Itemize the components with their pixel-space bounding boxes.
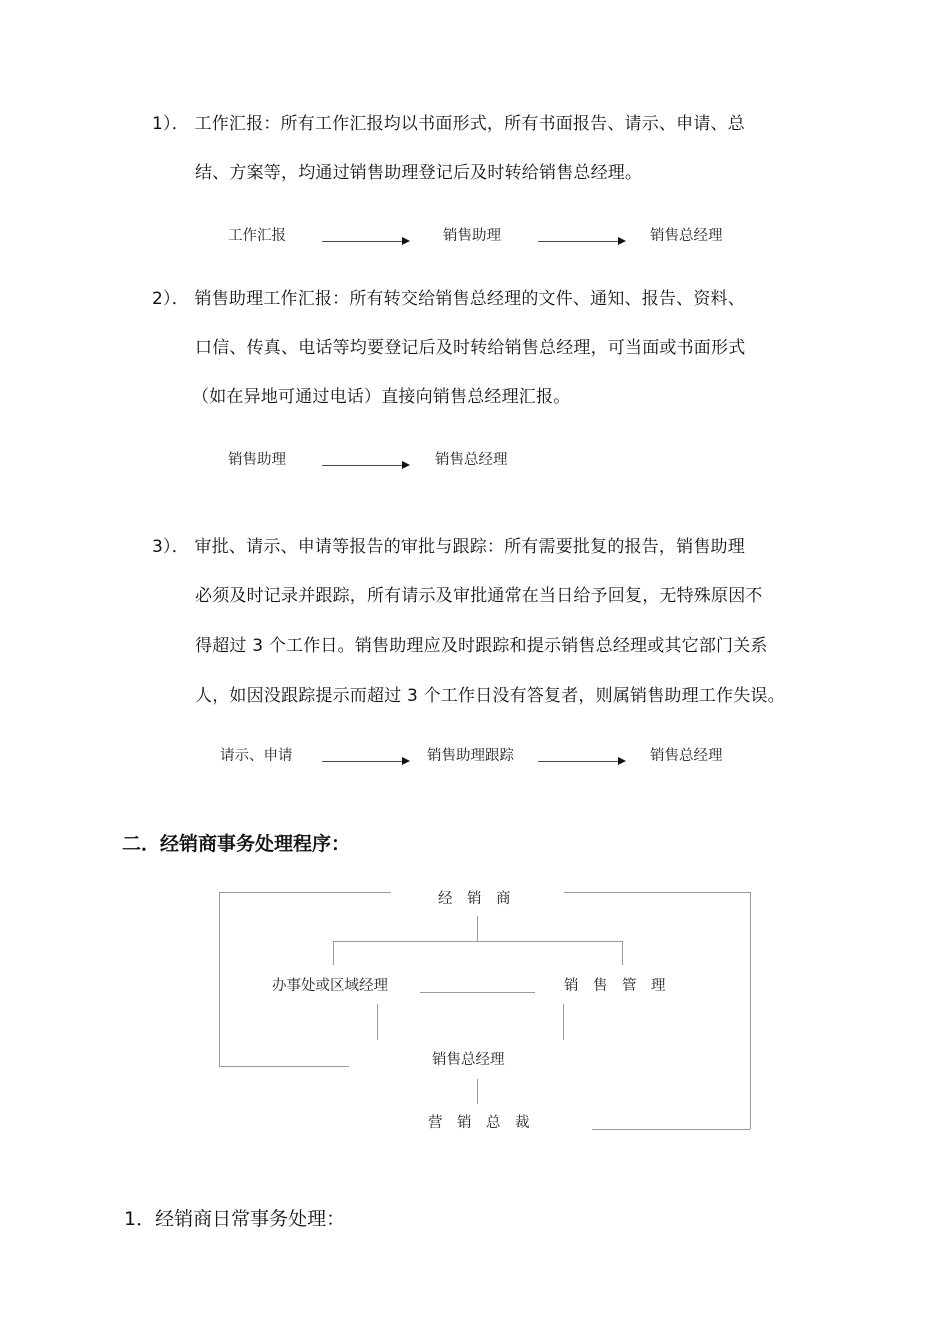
flow2-arrow-1 [322,465,408,466]
org-line-top-right [564,892,750,893]
org-node-regional: 办事处或区域经理 [272,978,388,994]
org-line-top-left [219,892,391,893]
org-line-gm-down [477,1079,478,1104]
item1-line2: 结、方案等，均通过销售助理登记后及时转给销售总经理。 [195,163,643,183]
org-node-president: 营 销 总 裁 [428,1115,530,1131]
org-line-right-bottom [592,1129,750,1130]
flow1-node-3: 销售总经理 [650,228,723,244]
org-node-sales-mgmt: 销 售 管 理 [564,978,666,994]
org-line-branch-left [333,941,334,965]
flow1-arrow-1 [322,241,408,242]
item3-line4: 人，如因没跟踪提示而超过 3 个工作日没有答复者，则属销售助理工作失误。 [195,686,785,706]
flow1-node-1: 工作汇报 [228,228,286,244]
item3-line3: 得超过 3 个工作日。销售助理应及时跟踪和提示销售总经理或其它部门关系 [195,636,768,656]
section2-heading: 二．经销商事务处理程序： [122,833,351,855]
org-line-branch-right [622,941,623,965]
flow3-node-3: 销售总经理 [650,748,723,764]
org-line-right-down [563,1004,564,1040]
org-node-gm: 销售总经理 [432,1052,505,1068]
org-node-dealer: 经 销 商 [438,891,511,907]
flow3-node-2: 销售助理跟踪 [427,748,514,764]
item3-line2: 必须及时记录并跟踪，所有请示及审批通常在当日给予回复，无特殊原因不 [195,586,763,606]
flow1-node-2: 销售助理 [443,228,501,244]
item2-line2: 口信、传真、电话等均要登记后及时转给销售总经理，可当面或书面形式 [195,338,746,358]
flow3-arrow-1 [322,761,408,762]
item1-line1: 1）． 工作汇报：所有工作汇报均以书面形式，所有书面报告、请示、申请、总 [152,114,745,134]
flow3-node-1: 请示、申请 [220,748,293,764]
org-line-branch [333,941,622,942]
org-line-right-outer [750,892,751,1129]
org-line-left-down [377,1004,378,1040]
item2-line1: 2）． 销售助理工作汇报：所有转交给销售总经理的文件、通知、报告、资料、 [152,289,745,309]
flow3-arrow-2 [538,761,624,762]
section2-subheading: 1．经销商日常事务处理： [124,1208,346,1230]
org-line-left-outer [219,892,220,1066]
item3-line1: 3）． 审批、请示、申请等报告的审批与跟踪：所有需要批复的报告，销售助理 [152,537,745,557]
item2-line3: （如在异地可通过电话）直接向销售总经理汇报。 [192,387,571,407]
org-line-left-bottom [219,1066,349,1067]
flow2-node-1: 销售助理 [228,452,286,468]
org-line-stem [477,916,478,941]
flow2-node-2: 销售总经理 [435,452,508,468]
flow1-arrow-2 [538,241,624,242]
org-line-peer [420,992,535,993]
